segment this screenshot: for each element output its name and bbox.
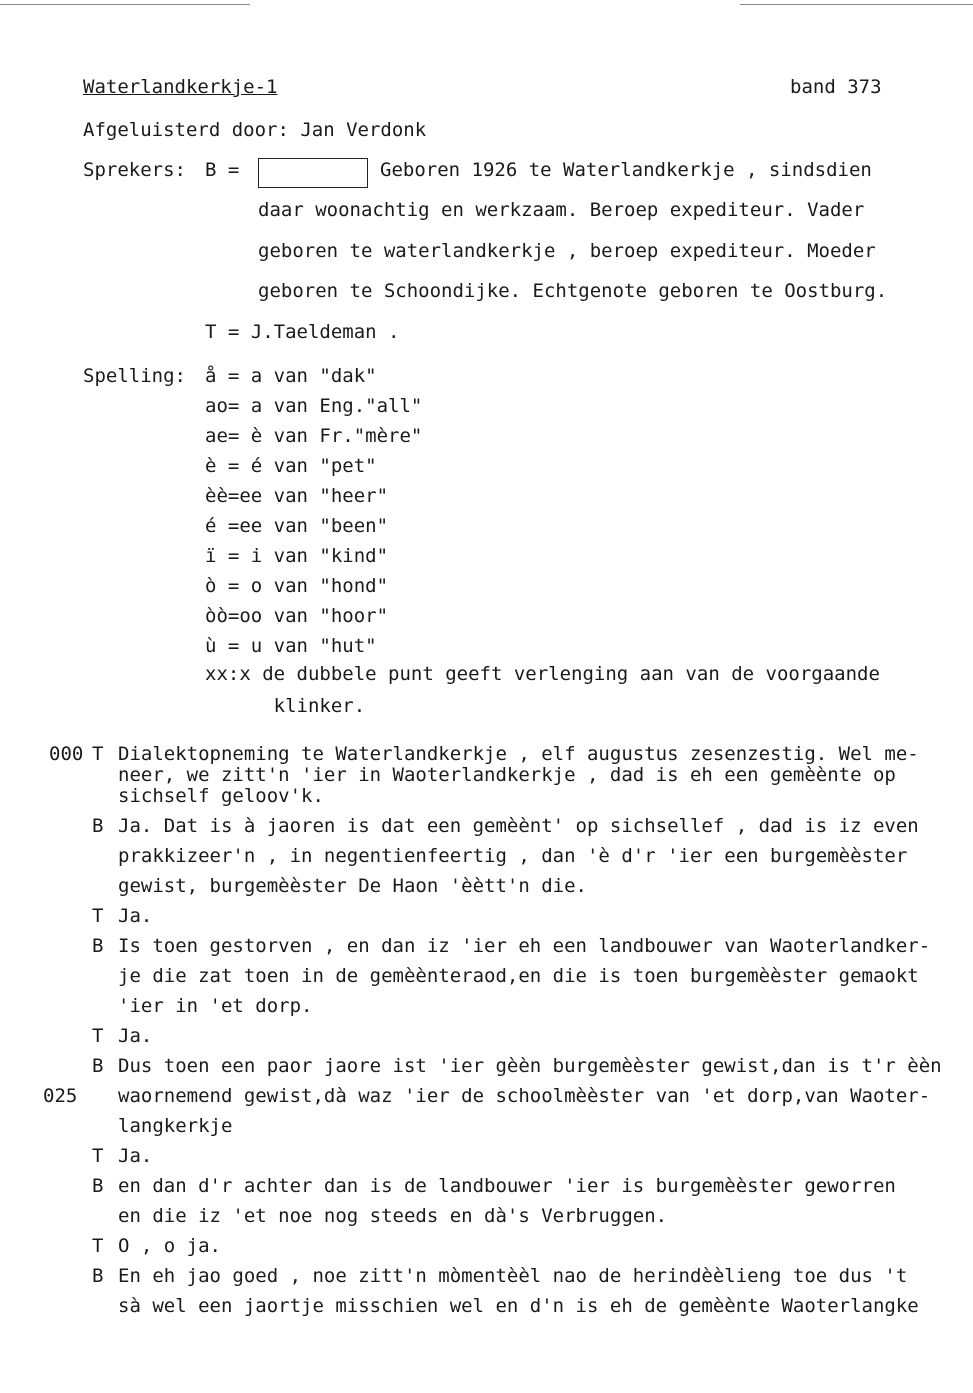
spelling-entry: òò=oo van "hoor" <box>205 605 389 627</box>
transcript-line: O , o ja. <box>118 1235 221 1257</box>
transcript-line: En eh jao goed , noe zitt'n mòmentèèl nao de herindèèlieng toe dus 't <box>118 1265 908 1287</box>
speaker-tag: T <box>92 1235 104 1257</box>
spelling-entry: å = a van "dak" <box>205 365 377 387</box>
transcript-line: Ja. <box>118 1025 153 1047</box>
document-title: Waterlandkerkje-1 <box>83 76 278 98</box>
transcript-line: sà wel een jaortje misschien wel en d'n is eh de gemèènte Waoterlangke <box>118 1295 919 1317</box>
afgeluisterd-line: Afgeluisterd door: Jan Verdonk <box>83 119 427 141</box>
transcript-line: en die iz 'et noe nog steeds en dà's Verbruggen. <box>118 1205 668 1227</box>
speaker-b-line: daar woonachtig en werkzaam. Beroep expediteur. Vader <box>258 199 865 221</box>
transcript-line: Dus toen een paor jaore ist 'ier gèèn burgemèèster gewist,dan is t'r èèn <box>118 1055 942 1077</box>
transcript-line: Ja. <box>118 905 153 927</box>
redacted-name-box <box>258 158 368 188</box>
spelling-entry: ï = i van "kind" <box>205 545 389 567</box>
spelling-entry: xx:x de dubbele punt geeft verlenging aan van de voorgaande <box>205 663 880 685</box>
top-rule-right <box>740 4 973 5</box>
speaker-tag: B <box>92 815 104 837</box>
transcript-line: Ja. <box>118 1145 153 1167</box>
transcript-line: Ja. Dat is à jaoren is dat een gemèènt' op sichsellef , dad is iz even <box>118 815 919 837</box>
speaker-tag: T <box>92 743 104 765</box>
spelling-entry: é =ee van "been" <box>205 515 389 537</box>
spelling-entry: è = é van "pet" <box>205 455 377 477</box>
speaker-tag: B <box>92 1265 104 1287</box>
transcript-line: je die zat toen in de gemèènteraod,en die is toen burgemèèster gemaokt <box>118 965 919 987</box>
speaker-b-line: Geboren 1926 te Waterlandkerkje , sindsdien <box>380 159 872 181</box>
transcript-line: sichself geloov'k. <box>118 785 324 807</box>
speaker-tag: B <box>92 1175 104 1197</box>
spelling-entry: ae= è van Fr."mère" <box>205 425 423 447</box>
timecode: 025 <box>43 1085 78 1107</box>
transcript-line: neer, we zitt'n 'ier in Waoterlandkerkje , dad is eh een gemèènte op <box>118 764 896 786</box>
transcript-line: prakkizeer'n , in negentienfeertig , dan 'è d'r 'ier een burgemèèster <box>118 845 908 867</box>
speaker-b-label: B = <box>205 159 240 181</box>
spelling-entry: ù = u van "hut" <box>205 635 377 657</box>
spelling-entry: ao= a van Eng."all" <box>205 395 423 417</box>
speaker-b-line: geboren te Schoondijke. Echtgenote geboren te Oostburg. <box>258 280 888 302</box>
transcript-line: Is toen gestorven , en dan iz 'ier eh een landbouwer van Waoterlandker- <box>118 935 931 957</box>
speaker-b-line: geboren te waterlandkerkje , beroep expediteur. Moeder <box>258 240 876 262</box>
transcript-line: 'ier in 'et dorp. <box>118 995 313 1017</box>
spelling-entry: èè=ee van "heer" <box>205 485 389 507</box>
transcript-line: gewist, burgemèèster De Haon 'èètt'n die. <box>118 875 587 897</box>
timecode: 000 <box>49 743 84 765</box>
top-rule-left <box>0 4 250 5</box>
transcript-line: waornemend gewist,dà waz 'ier de schoolmèèster van 'et dorp,van Waoter- <box>118 1085 931 1107</box>
speaker-tag: T <box>92 1145 104 1167</box>
speaker-tag: T <box>92 1025 104 1047</box>
spelling-entry: klinker. <box>205 695 366 717</box>
speaker-tag: T <box>92 905 104 927</box>
sprekers-label: Sprekers: <box>83 159 186 181</box>
transcript-line: Dialektopneming te Waterlandkerkje , elf augustus zesenzestig. Wel me- <box>118 743 919 765</box>
speaker-tag: B <box>92 1055 104 1077</box>
transcript-line: en dan d'r achter dan is de landbouwer 'ier is burgemèèster geworren <box>118 1175 896 1197</box>
speaker-tag: B <box>92 935 104 957</box>
speaker-t-line: T = J.Taeldeman . <box>205 321 400 343</box>
spelling-entry: ò = o van "hond" <box>205 575 389 597</box>
band-number: band 373 <box>790 76 882 98</box>
spelling-label: Spelling: <box>83 365 186 387</box>
transcript-line: langkerkje <box>118 1115 233 1137</box>
